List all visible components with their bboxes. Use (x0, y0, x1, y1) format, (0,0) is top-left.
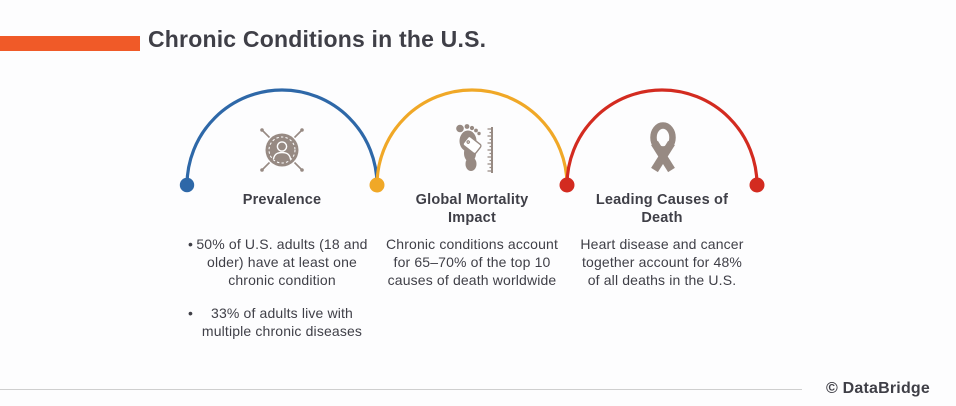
bullet-item (188, 236, 370, 289)
person-in-circle-icon (252, 120, 312, 180)
card-heading-prevalence (182, 191, 382, 209)
page-title: Chronic Conditions in the U.S. (148, 26, 487, 52)
bullet-text: 50% of U.S. adults (18 and older) have at least one chronic condition (196, 236, 368, 288)
bullet-dot: • (188, 236, 194, 252)
card-body-leading-causes (562, 236, 762, 289)
card-heading-label: Leading Causes of Death (595, 192, 729, 227)
card-body-global-mortality (372, 236, 572, 289)
card-body-prevalence (182, 236, 382, 357)
card-heading-label: Prevalence (242, 192, 322, 208)
card-body-text: Chronic conditions account for 65–70% of the top 10 causes of death worldwide (386, 236, 558, 288)
footer-divider (0, 389, 802, 390)
card-heading-label: Global Mortality Impact (415, 192, 529, 227)
card-heading-leading-causes (562, 191, 762, 227)
bullet-dot: • (188, 305, 194, 322)
copyright-label: © DataBridge (826, 380, 930, 397)
awareness-ribbon-icon (633, 120, 693, 180)
bullet-text: 33% of adults live with multiple chronic diseases (201, 305, 363, 340)
footprint-tag-ruler-icon (445, 120, 505, 180)
card-heading-global-mortality (372, 191, 572, 227)
bullet-item (188, 305, 370, 341)
card-body-text: Heart disease and cancer together account for 48% of all deaths in the U.S. (580, 236, 744, 288)
